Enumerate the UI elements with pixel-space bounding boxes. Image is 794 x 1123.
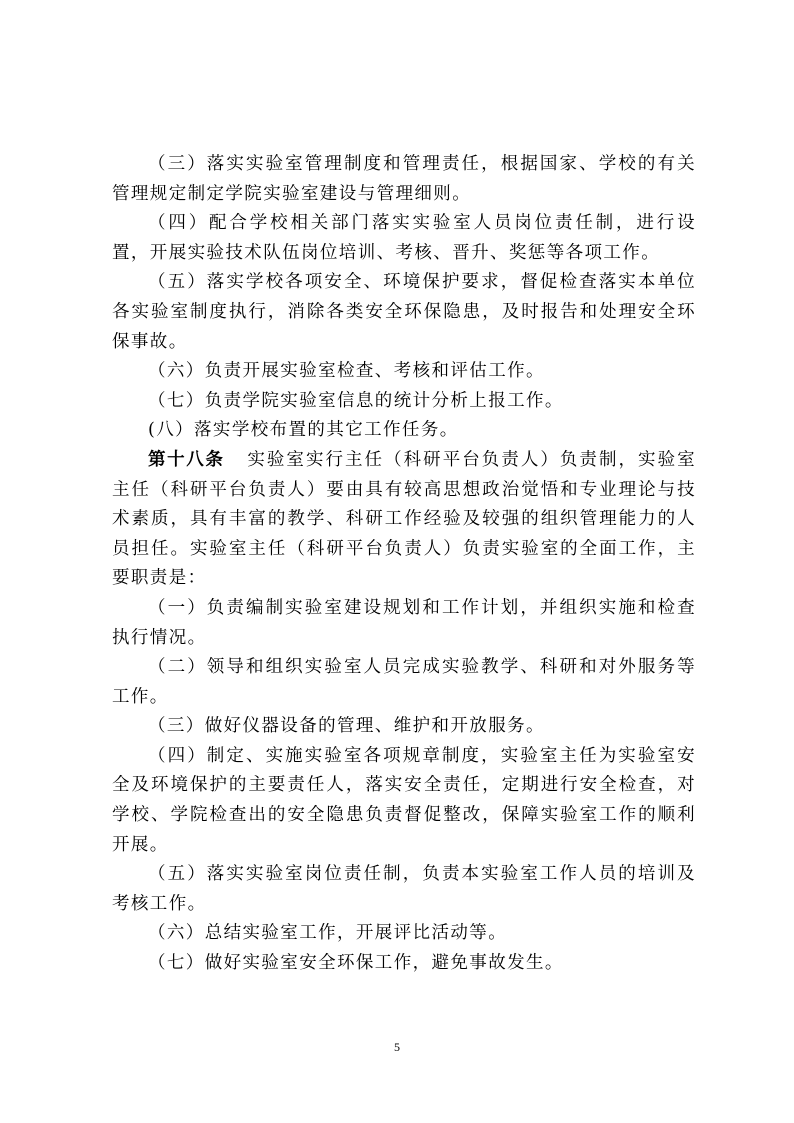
paragraph: （四）制定、实施实验室各项规章制度，实验室主任为实验室安全及环境保护的主要责任人，落实安全责任，定期进行安全检查，对学校、学院检查出的安全隐患负责督促整改，保障实验室工作的顺利开展。 [112,745,696,855]
paragraph: （二）领导和组织实验室人员完成实验教学、科研和对外服务等工作。 [112,657,696,707]
paragraph: （一）负责编制实验室建设规划和工作计划，并组织实施和检查执行情况。 [112,597,696,648]
paragraph: （六）总结实验室工作，开展评比活动等。 [148,923,508,944]
article-number: 第十八条 [148,449,225,470]
paragraph: （三）落实实验室管理制度和管理责任，根据国家、学校的有关管理规定制定学院实验室建设与管理细则。 [112,154,696,204]
document-body [112,150,696,979]
paragraph: （五）落实实验室岗位责任制，负责本实验室工作人员的培训及考核工作。 [112,864,696,914]
paragraph: （四）配合学校相关部门落实实验室人员岗位责任制，进行设置，开展实验技术队伍岗位培训、考核、晋升、奖惩等各项工作。 [112,213,696,263]
paragraph: （五）落实学校各项安全、环境保护要求，督促检查落实本单位各实验室制度执行，消除各类安全环保隐患，及时报告和处理安全环保事故。 [112,272,696,352]
article-paragraph [112,446,696,594]
page-number: 5 [394,1040,400,1054]
paragraph: (八）落实学校布置的其它工作任务。 [148,420,459,441]
paragraph: （三）做好仪器设备的管理、维护和开放服务。 [148,716,545,737]
paragraph: （七）负责学院实验室信息的统计分析上报工作。 [148,390,564,411]
paragraph: （七）做好实验室安全环保工作，避免事故发生。 [148,953,564,974]
article-text: 实验室实行主任（科研平台负责人）负责制，实验室主任（科研平台负责人）要由具有较高思想政治觉悟和专业理论与技术素质，具有丰富的教学、科研工作经验及较强的组织管理能力的人员担任。实验室主任（科研平台负责人）负责实验室的全面工作，主要职责是： [112,449,697,589]
paragraph: （六）负责开展实验室检查、考核和评估工作。 [148,361,545,382]
